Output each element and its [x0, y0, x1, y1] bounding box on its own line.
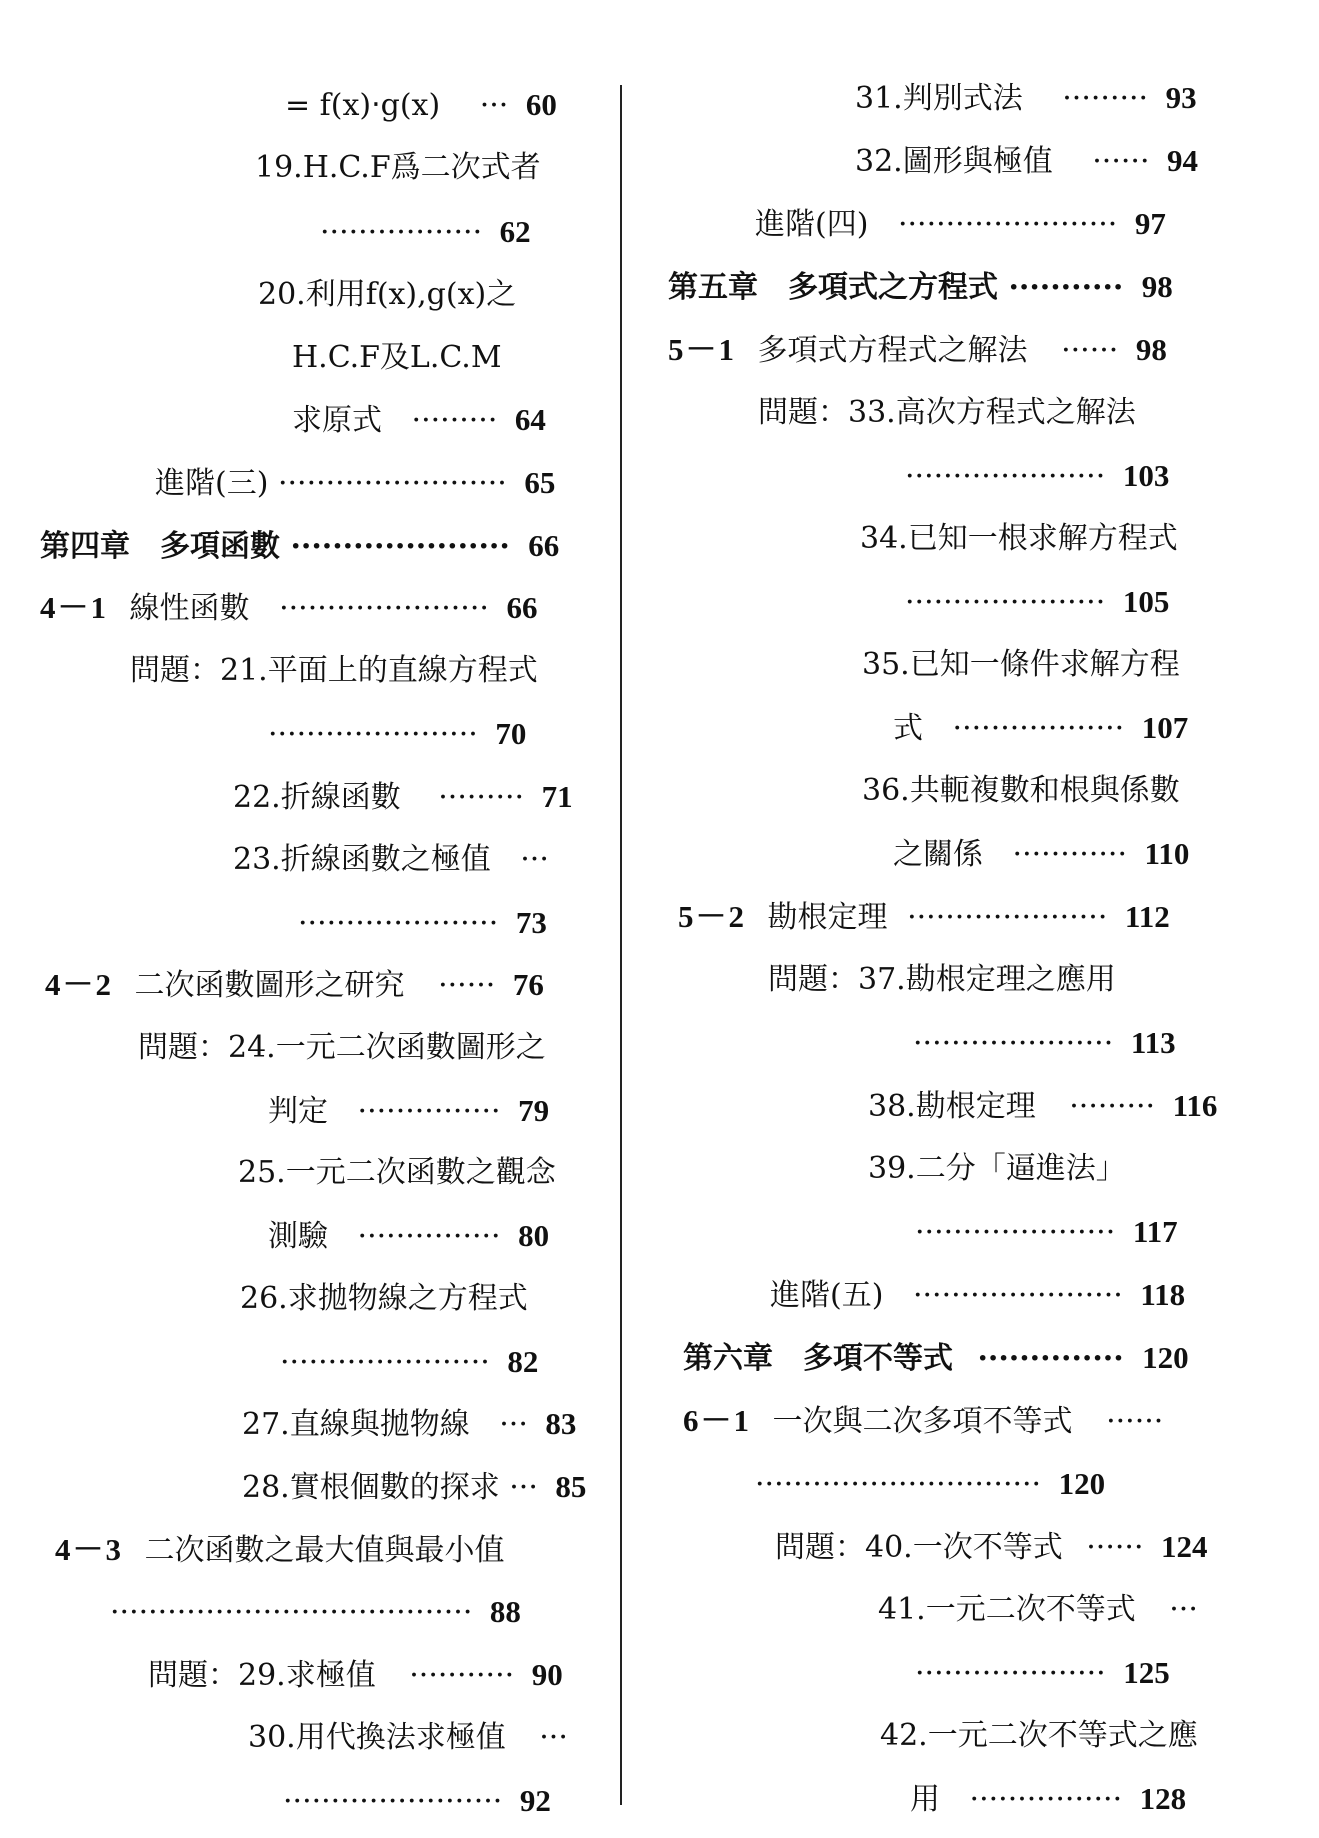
toc-entry: 34.已知一根求解方程式 — [860, 521, 1178, 556]
toc-entry: 判定 ··············· 79 — [268, 1093, 550, 1129]
toc-entry: 19.H.C.F爲二次式者 — [255, 150, 541, 185]
toc-entry: ······································ 88 — [110, 1594, 521, 1630]
toc-entry: 式 ·················· 107 — [893, 710, 1189, 746]
toc-entry: 26.求拋物線之方程式 — [240, 1281, 528, 1316]
toc-entry: 28.實根個數的探求 ··· 85 — [242, 1469, 587, 1505]
toc-entry: ····················· 103 — [905, 458, 1170, 494]
toc-entry: 30.用代換法求極值 ··· — [248, 1720, 568, 1755]
toc-entry: 6－1 一次與二次多項不等式 ······ — [683, 1403, 1164, 1439]
toc-entry: 4－3 二次函數之最大值與最小值 — [55, 1532, 505, 1568]
toc-entry: ····················· 73 — [298, 905, 547, 941]
toc-entry: 問題：29.求極值 ··········· 90 — [148, 1657, 563, 1693]
toc-entry: 測驗 ··············· 80 — [268, 1218, 550, 1254]
toc-entry: 求原式 ········· 64 — [292, 402, 546, 438]
toc-entry: 27.直線與拋物線 ··· 83 — [242, 1406, 577, 1442]
toc-entry: ····················· 117 — [915, 1214, 1178, 1250]
toc-entry: 38.勘根定理 ········· 116 — [868, 1088, 1218, 1124]
toc-entry: 問題：21.平面上的直線方程式 — [130, 653, 538, 688]
toc-entry: 22.折線函數 ········· 71 — [233, 779, 573, 815]
toc-entry: 5－2 勘根定理 ····················· 112 — [678, 899, 1170, 935]
toc-entry: 4－1 線性函數 ······················ 66 — [40, 590, 538, 626]
chapter-heading: 第四章 多項函數 ····················· 66 — [40, 528, 560, 564]
toc-entry: ······················ 70 — [268, 716, 527, 752]
toc-entry: 20.利用f(x),g(x)之 — [258, 277, 517, 312]
toc-entry: 36.共軛複數和根與係數 — [862, 773, 1180, 808]
chapter-heading: 第六章 多項不等式 ·············· 120 — [683, 1340, 1189, 1376]
toc-entry: 42.一元二次不等式之應 — [880, 1718, 1198, 1753]
toc-entry: 進階(四) ······················· 97 — [755, 206, 1166, 242]
toc-entry: ······················· 92 — [283, 1783, 551, 1819]
toc-entry: ················· 62 — [320, 214, 531, 250]
chapter-heading: 第五章 多項式之方程式 ··········· 98 — [668, 269, 1173, 305]
column-divider — [620, 85, 622, 1805]
toc-entry: ····················· 105 — [905, 584, 1170, 620]
toc-entry: = f(x)‧g(x) ··· 60 — [285, 87, 557, 123]
toc-entry: 25.一元二次函數之觀念 — [238, 1155, 556, 1190]
toc-entry: 問題：24.一元二次函數圖形之 — [138, 1030, 546, 1065]
toc-entry: 39.二分「逼進法」 — [868, 1151, 1126, 1186]
toc-entry: 23.折線函數之極值 ··· — [233, 842, 549, 877]
toc-entry: 問題：37.勘根定理之應用 — [768, 962, 1116, 997]
toc-entry: 之關係 ············ 110 — [893, 836, 1190, 872]
toc-entry: 進階(三) ························ 65 — [155, 465, 556, 501]
toc-entry: ······························ 120 — [755, 1466, 1106, 1502]
toc-entry: 問題：33.高次方程式之解法 — [758, 395, 1136, 430]
toc-entry: 用 ················ 128 — [910, 1781, 1187, 1817]
toc-entry: ····················· 113 — [913, 1025, 1176, 1061]
toc-entry: 32.圖形與極值 ······ 94 — [855, 143, 1199, 179]
toc-entry: H.C.F及L.C.M — [292, 340, 502, 375]
toc-entry: 4－2 二次函數圖形之研究 ······ 76 — [45, 967, 544, 1003]
toc-entry: 問題：40.一次不等式 ······ 124 — [775, 1529, 1208, 1565]
toc-entry: 31.判別式法 ········· 93 — [855, 80, 1197, 116]
toc-entry: ······················ 82 — [280, 1344, 539, 1380]
toc-entry: 41.一元二次不等式 ··· — [878, 1592, 1198, 1627]
toc-entry: 35.已知一條件求解方程 — [862, 647, 1180, 682]
toc-entry: ···················· 125 — [915, 1655, 1170, 1691]
toc-entry: 5－1 多項式方程式之解法 ······ 98 — [668, 332, 1167, 368]
toc-entry: 進階(五) ······················ 118 — [770, 1277, 1186, 1313]
